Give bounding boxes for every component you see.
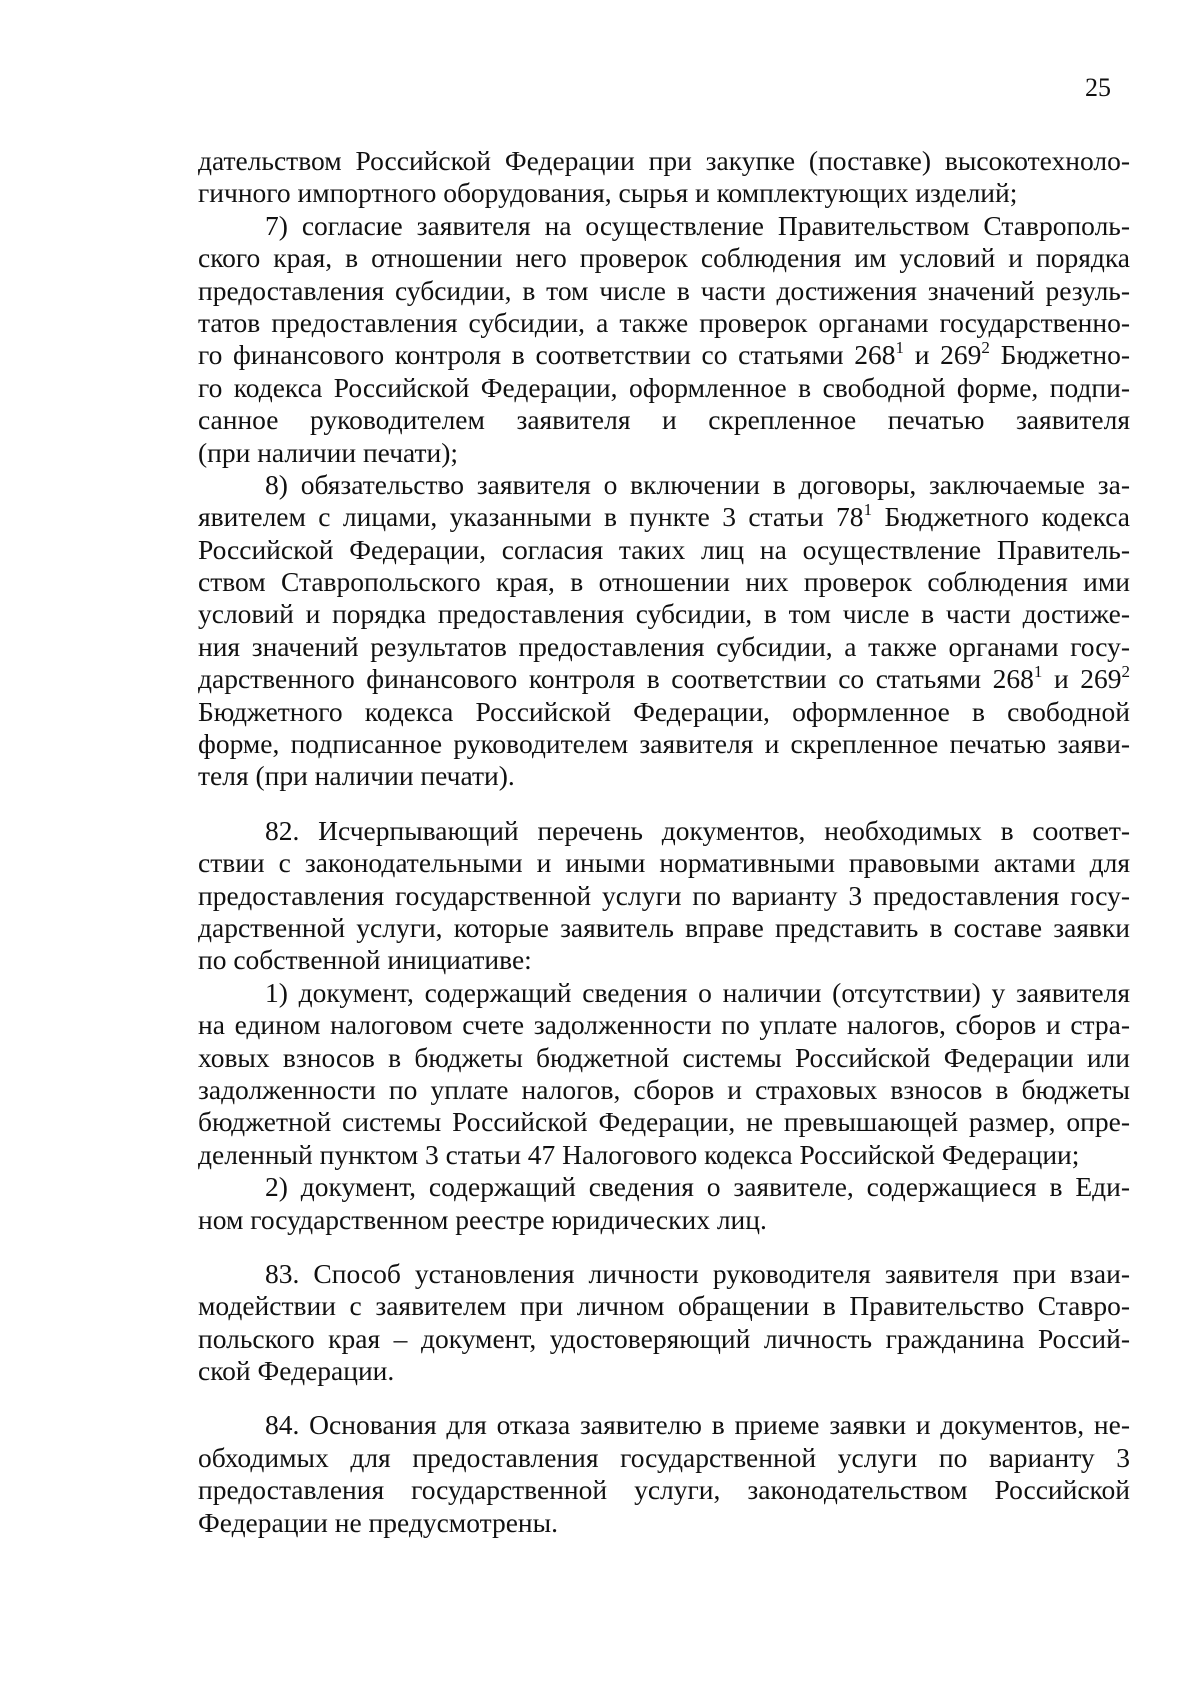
text-line: модействии с заявителем при личном обращении в Правительство Ставро-	[198, 1290, 1130, 1322]
text-line: ховых взносов в бюджеты бюджетной системы Российской Федерации или	[198, 1041, 1130, 1073]
text-line: гичного импортного оборудования, сырья и комплектующих изделий;	[198, 177, 1018, 209]
text-line: форме, подписанное руководителем заявителя и скрепленное печатью заяви-	[198, 728, 1130, 760]
text-line: ского края, в отношении него проверок соблюдения им условий и порядка	[198, 242, 1130, 274]
text-line: деленный пунктом 3 статьи 47 Налогового кодекса Российской Федерации;	[198, 1138, 1080, 1170]
text-line: на едином налоговом счете задолженности по уплате налогов, сборов и стра-	[198, 1009, 1130, 1041]
text-line: ством Ставропольского края, в отношении них проверок соблюдения ими	[198, 566, 1130, 598]
document-body	[198, 145, 1130, 1539]
text-line: по собственной инициативе:	[198, 944, 532, 976]
paragraph-clause-84	[198, 1409, 1130, 1539]
paragraph-item-7	[198, 210, 1130, 469]
text-line: санное руководителем заявителя и скрепленное печатью заявителя	[198, 404, 1130, 436]
text-line: задолженности по уплате налогов, сборов и страховых взносов в бюджеты	[198, 1073, 1130, 1105]
text-line: ствии с законодательными и иными нормативными правовыми актами для	[198, 847, 1130, 879]
text-line: дарственной услуги, которые заявитель вправе представить в составе заявки	[198, 911, 1130, 943]
page-number: 25	[1085, 73, 1111, 102]
text-line: предоставления государственной услуги по варианту 3 предоставления госу-	[198, 879, 1130, 911]
text-line: условий и порядка предоставления субсидии, в том числе в части достиже-	[198, 598, 1130, 630]
text-line: явителем с лицами, указанными в пункте 3 статьи $78^1$ Бюджетного кодекса	[198, 501, 1130, 533]
text-line: обходимых для предоставления государственной услуги по варианту 3	[198, 1441, 1130, 1473]
paragraph-clause-83	[198, 1258, 1130, 1388]
text-line: 84. Основания для отказа заявителю в приеме заявки и документов, не-	[265, 1409, 1130, 1441]
text-line: польского края – документ, удостоверяющий личность гражданина Россий-	[198, 1322, 1130, 1354]
text-line: го финансового контроля в соответствии со статьями $268^1$ и $269^2$ Бюджетно-	[198, 339, 1130, 371]
text-line: Российской Федерации, согласия таких лиц на осуществление Правитель-	[198, 533, 1130, 565]
text-line: ской Федерации.	[198, 1355, 395, 1387]
text-line: 2) документ, содержащий сведения о заявителе, содержащиеся в Еди-	[265, 1171, 1130, 1203]
paragraph-item-82-1	[198, 977, 1130, 1171]
text-line: 82. Исчерпывающий перечень документов, необходимых в соответ-	[265, 814, 1130, 846]
text-line: ном государственном реестре юридических лиц.	[198, 1203, 767, 1235]
text-line: предоставления государственной услуги, законодательством Российской	[198, 1474, 1130, 1506]
text-line: дарственного финансового контроля в соответствии со статьями $268^1$ и $269^2$	[198, 663, 1130, 695]
paragraph-p-cont	[198, 145, 1130, 210]
text-line: 83. Способ установления личности руководителя заявителя при взаи-	[265, 1257, 1130, 1289]
text-line: теля (при наличии печати).	[198, 760, 515, 792]
text-line: 7) согласие заявителя на осуществление Правительством Ставрополь-	[265, 209, 1130, 241]
text-line: (при наличии печати);	[198, 436, 459, 468]
text-line: ния значений результатов предоставления субсидии, а также органами госу-	[198, 630, 1130, 662]
text-line: Федерации не предусмотрены.	[198, 1506, 558, 1538]
text-line: бюджетной системы Российской Федерации, не превышающей размер, опре-	[198, 1106, 1130, 1138]
text-line: 1) документ, содержащий сведения о наличии (отсутствии) у заявителя	[265, 976, 1130, 1008]
text-line: Бюджетного кодекса Российской Федерации, оформленное в свободной	[198, 695, 1130, 727]
paragraph-clause-82	[198, 815, 1130, 977]
text-line: го кодекса Российской Федерации, оформленное в свободной форме, подпи-	[198, 371, 1130, 403]
text-line: 8) обязательство заявителя о включении в договоры, заключаемые за-	[265, 468, 1130, 500]
paragraph-item-8	[198, 469, 1130, 793]
paragraph-item-82-2	[198, 1171, 1130, 1236]
text-line: предоставления субсидии, в том числе в части достижения значений резуль-	[198, 274, 1130, 306]
text-line: дательством Российской Федерации при закупке (поставке) высокотехноло-	[198, 145, 1130, 176]
text-line: татов предоставления субсидии, а также проверок органами государственно-	[198, 306, 1130, 338]
